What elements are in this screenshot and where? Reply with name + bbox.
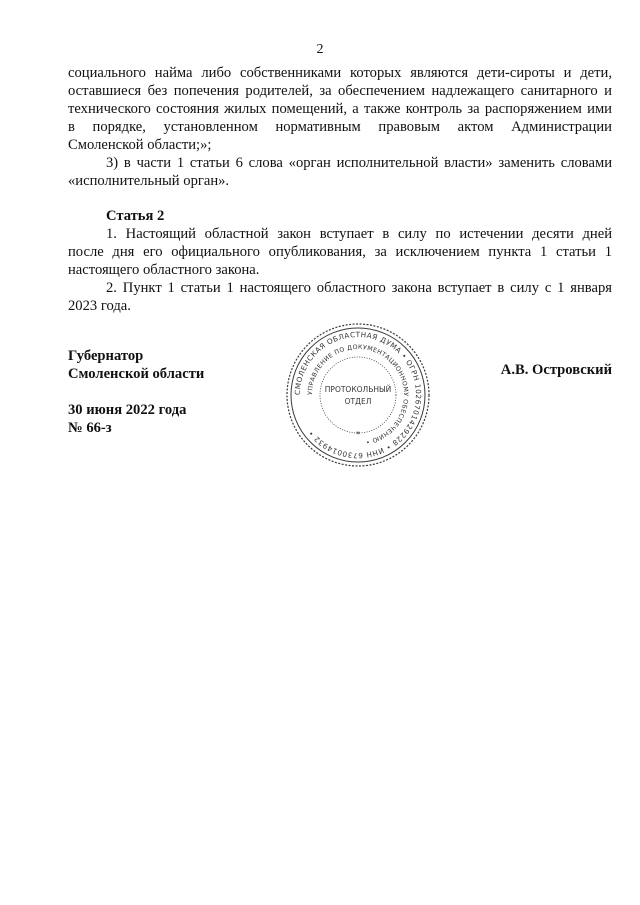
text-line: после дня его официального опубликования, за исключением пункта 1 статьи 1 [68, 244, 612, 260]
text-line: 2023 года. [68, 298, 131, 314]
paragraph-continuation [68, 64, 612, 154]
page-number: 2 [316, 42, 324, 57]
signatory-title-line: Смоленской области [68, 366, 205, 382]
text-line: «исполнительный орган». [68, 173, 230, 189]
paragraph-point-2 [68, 279, 612, 315]
seal-center-line2: ОТДЕЛ [344, 397, 372, 406]
paragraph-point-1 [68, 225, 612, 279]
text-line: 1. Настоящий областной закон вступает в силу по истечении десяти дней [106, 226, 612, 242]
seal-center-line1: ПРОТОКОЛЬНЫЙ [324, 385, 392, 394]
text-line: оставшиеся без попечения родителей, за обеспечением надлежащего санитарного и [68, 83, 612, 99]
svg-text:СМОЛЕНСКАЯ ОБЛАСТНАЯ ДУМА • ОГ: СМОЛЕНСКАЯ ОБЛАСТНАЯ ДУМА • ОГРН 1026701429228 • ИНН 6730014932 • [292, 329, 424, 461]
signatory-title-line: Губернатор [68, 348, 144, 364]
article-heading: Статья 2 [106, 208, 165, 224]
svg-text:*: * [356, 430, 360, 439]
text-line: 3) в части 1 статьи 6 слова «орган исполнительной власти» заменить словами [106, 155, 612, 171]
text-line: технического состояния жилых помещений, а также контроль за распоряжением ими [68, 101, 612, 117]
text-line: социального найма либо собственниками которых являются дети-сироты и дети, [68, 65, 612, 81]
svg-text:УПРАВЛЕНИЕ ПО ДОКУМЕНТАЦИОННОМ: УПРАВЛЕНИЕ ПО ДОКУМЕНТАЦИОННОМУ ОБЕСПЕЧЕНИЮ • [306, 343, 410, 446]
text-line: Смоленской области;»; [68, 137, 212, 153]
signatory-title [68, 347, 204, 383]
law-number: № 66-з [68, 420, 112, 436]
text-line: настоящего областного закона. [68, 262, 260, 278]
paragraph-item-3 [68, 154, 612, 190]
seal-graphic [283, 320, 433, 470]
law-date-number [68, 401, 186, 437]
text-line: в порядке, установленном нормативным правовым актом Администрации [68, 119, 612, 135]
official-seal [283, 320, 433, 470]
text-line: 2. Пункт 1 статьи 1 настоящего областного закона вступает в силу с 1 января [106, 280, 612, 296]
signatory-name: А.В. Островский [500, 362, 612, 378]
law-date: 30 июня 2022 года [68, 402, 187, 418]
